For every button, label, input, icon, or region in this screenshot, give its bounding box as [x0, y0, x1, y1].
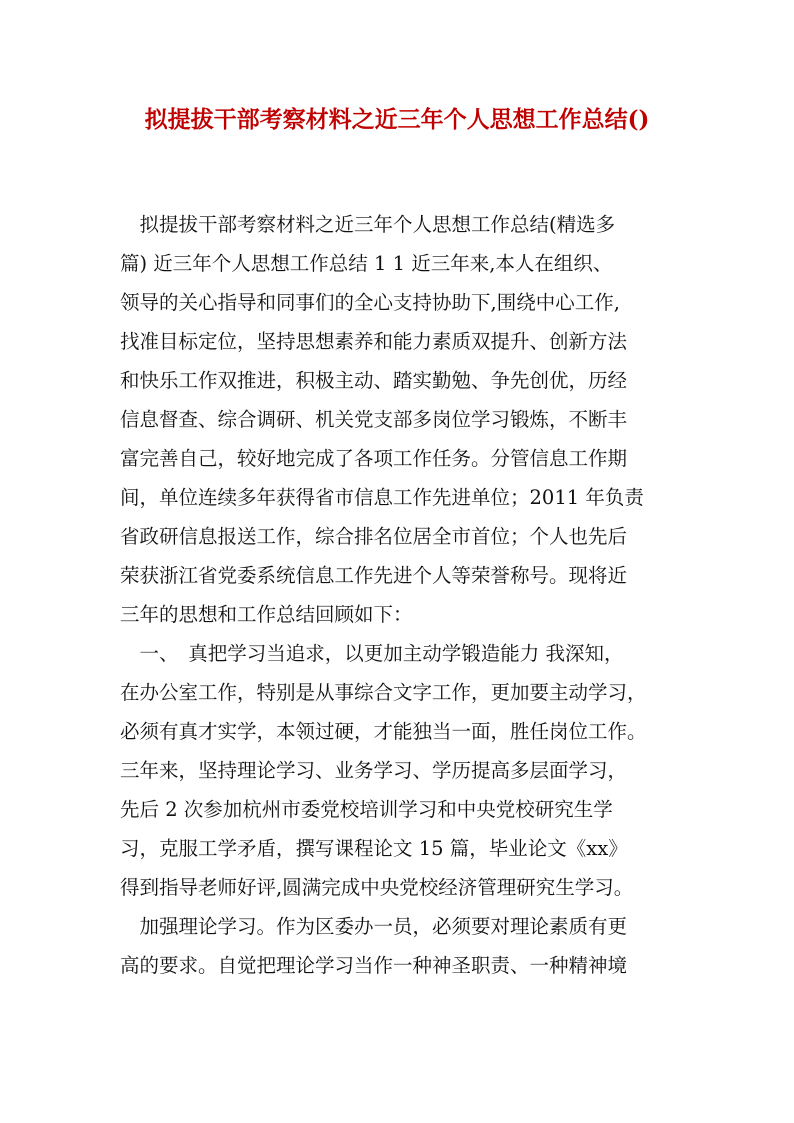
body-line: 省政研信息报送工作，综合排名位居全市首位；个人也先后	[120, 525, 628, 548]
body-line: 高的要求。自觉把理论学习当作一种神圣职责、一种精神境	[120, 954, 628, 977]
body-line: 间，单位连续多年获得省市信息工作先进单位；2011 年负责	[120, 486, 644, 509]
body-line: 富完善自己，较好地完成了各项工作任务。分管信息工作期	[120, 447, 628, 470]
body-line: 必须有真才实学，本领过硬，才能独当一面，胜任岗位工作。	[120, 720, 647, 743]
body-line: 荣获浙江省党委系统信息工作先进个人等荣誉称号。现将近	[120, 564, 628, 587]
body-line: 一、 真把学习当追求，以更加主动学锻造能力 我深知，	[120, 642, 624, 665]
body-line: 加强理论学习。作为区委办一员，必须要对理论素质有更	[120, 915, 628, 938]
body-line: 拟提拔干部考察材料之近三年个人思想工作总结(精选多	[120, 213, 616, 236]
body-line: 找准目标定位，坚持思想素养和能力素质双提升、创新方法	[120, 330, 628, 353]
body-line: 得到指导老师好评,圆满完成中央党校经济管理研究生学习。	[120, 876, 634, 899]
body-line: 先后 2 次参加杭州市委党校培训学习和中央党校研究生学	[120, 798, 613, 821]
body-line: 习，克服工学矛盾，撰写课程论文 15 篇，毕业论文《xx》	[120, 837, 628, 860]
body-line: 领导的关心指导和同事们的全心支持协助下,围绕中心工作,	[120, 291, 620, 314]
body-line: 在办公室工作，特别是从事综合文字工作，更加要主动学习，	[120, 681, 647, 704]
document-body	[120, 205, 680, 985]
document-title: 拟提拔干部考察材料之近三年个人思想工作总结()	[144, 106, 650, 133]
body-line: 信息督查、综合调研、机关党支部多岗位学习锻炼，不断丰	[120, 408, 628, 431]
body-line: 三年来，坚持理论学习、业务学习、学历提高多层面学习，	[120, 759, 628, 782]
body-line: 和快乐工作双推进，积极主动、踏实勤勉、争先创优，历经	[120, 369, 628, 392]
body-line: 篇) 近三年个人思想工作总结 1 1 近三年来,本人在组织、	[120, 252, 613, 275]
body-line: 三年的思想和工作总结回顾如下：	[120, 603, 413, 626]
